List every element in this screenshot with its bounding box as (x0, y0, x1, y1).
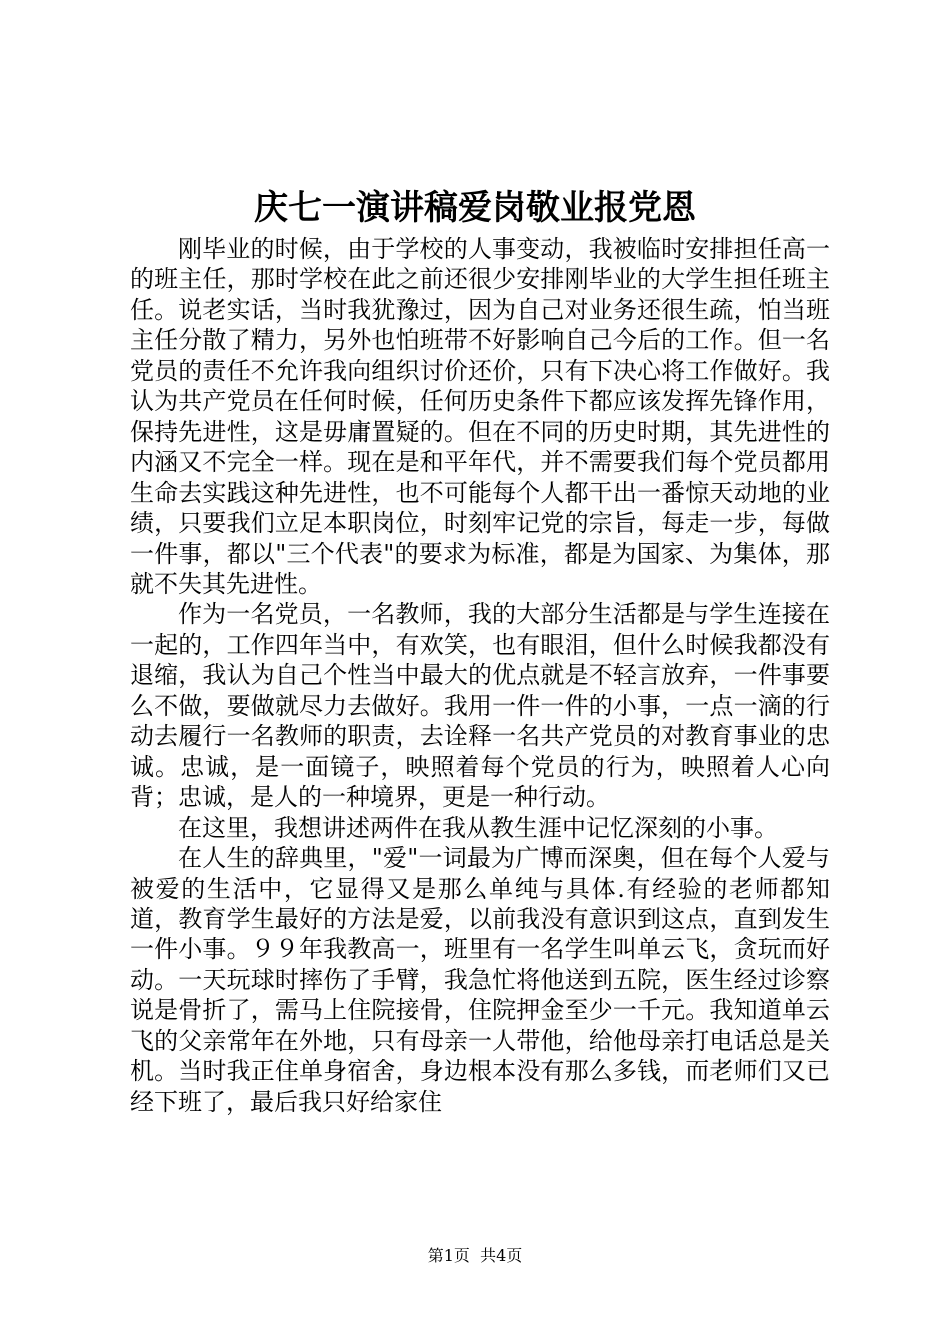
page-number: 第1页 (427, 1246, 470, 1265)
paragraph: 在人生的辞典里，"爱"一词最为广博而深奥，但在每个人爱与被爱的生活中，它显得又是那么单纯与具体.有经验的老师都知道，教育学生最好的方法是爱，以前我没有意识到这点，直到发生一件小事。９９年我教高一，班里有一名学生叫单云飞，贪玩而好动。一天玩球时摔伤了手臂，我急忙将他送到五院，医生经过诊察说是骨折了，需马上住院接骨，住院押金至少一千元。我知道单云飞的父亲常年在外地，只有母亲一人带他，给他母亲打电话总是关机。当时我正住单身宿舍，身边根本没有那么多钱，而老师们又已经下班了，最后我只好给家住 (130, 844, 830, 1116)
page-footer (0, 1246, 950, 1266)
paragraph: 刚毕业的时候，由于学校的人事变动，我被临时安排担任高一的班主任，那时学校在此之前还很少安排刚毕业的大学生担任班主任。说老实话，当时我犹豫过，因为自己对业务还很生疏，怕当班主任分散了精力，另外也怕班带不好影响自己今后的工作。但一名党员的责任不允许我向组织讨价还价，只有下决心将工作做好。我认为共产党员在任何时候，任何历史条件下都应该发挥先锋作用，保持先进性，这是毋庸置疑的。但在不同的历史时期，其先进性的内涵又不完全一样。现在是和平年代，并不需要我们每个党员都用生命去实践这种先进性，也不可能每个人都干出一番惊天动地的业绩，只要我们立足本职岗位，时刻牢记党的宗旨，每走一步，每做一件事，都以"三个代表"的要求为标准，都是为国家、为集体，那就不失其先进性。 (130, 235, 830, 598)
page-total: 共4页 (480, 1246, 523, 1265)
paragraph: 在这里，我想讲述两件在我从教生涯中记忆深刻的小事。 (178, 813, 778, 842)
paragraph: 作为一名党员，一名教师，我的大部分生活都是与学生连接在一起的，工作四年当中，有欢笑，也有眼泪，但什么时候我都没有退缩，我认为自己个性当中最大的优点就是不轻言放弃，一件事要么不做，要做就尽力去做好。我用一件一件的小事，一点一滴的行动去履行一名教师的职责，去诠释一名共产党员的对教育事业的忠诚。忠诚，是一面镜子，映照着每个党员的行为，映照着人心向背；忠诚，是人的一种境界，更是一种行动。 (130, 600, 830, 812)
document-body (130, 234, 830, 1117)
document-title: 庆七一演讲稿爱岗敬业报党恩 (254, 188, 696, 228)
